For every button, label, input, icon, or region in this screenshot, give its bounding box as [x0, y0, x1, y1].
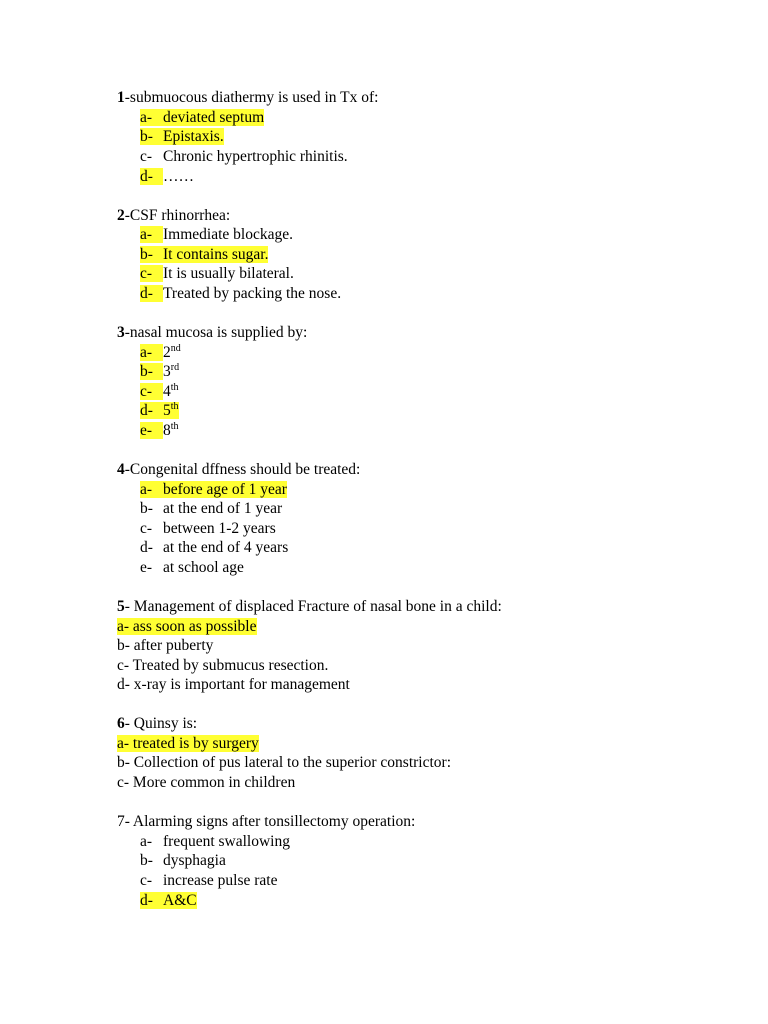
option-text: frequent swallowing [163, 833, 290, 850]
option-text: b- after puberty [117, 637, 214, 654]
question-6-option-a [117, 734, 259, 754]
option-text: between 1-2 years [163, 520, 276, 537]
question-1-option-d [140, 167, 194, 187]
question-5-stem [117, 597, 502, 617]
question-2-option-c [140, 264, 294, 284]
option-text: - Alarming signs after tonsillectomy operation: [124, 813, 416, 830]
ordinal-suffix: th [170, 382, 179, 393]
option-text: at the end of 4 years [163, 539, 289, 556]
highlighted-answer [140, 402, 179, 419]
option-letter: c- [140, 872, 153, 889]
option-letter: a- [140, 481, 153, 498]
highlighted-answer [140, 892, 197, 909]
option-letter: c- [140, 148, 153, 165]
question-2-option-d [140, 284, 341, 304]
option-letter: c- [140, 383, 153, 400]
question-3-stem [117, 323, 307, 343]
option-text: 2 [163, 344, 171, 361]
option-letter: a- [140, 833, 153, 850]
option-letter: c- [140, 520, 153, 537]
option-text: deviated septum [163, 109, 265, 126]
question-7-stem [117, 812, 415, 832]
question-1-option-c [140, 147, 348, 167]
option-letter: d- [140, 168, 153, 185]
option-letter: d- [140, 402, 153, 419]
option-text: -nasal mucosa is supplied by: [124, 324, 308, 341]
question-number: 1 [117, 89, 125, 106]
highlighted-answer [140, 265, 163, 282]
option-letter: b- [140, 246, 153, 263]
option-text: 4 [163, 383, 171, 400]
option-text: Epistaxis. [163, 128, 224, 145]
option-letter: e- [140, 422, 153, 439]
highlighted-answer: a- ass soon as possible [117, 618, 257, 635]
option-letter: a- [140, 344, 153, 361]
question-3-option-a [140, 343, 181, 363]
option-text: Immediate blockage. [163, 226, 293, 243]
option-text: Chronic hypertrophic rhinitis. [163, 148, 348, 165]
question-4-stem [117, 460, 360, 480]
question-2-option-b [140, 245, 268, 265]
highlighted-answer [140, 422, 163, 439]
option-text: 7 [117, 813, 125, 830]
option-letter: b- [140, 128, 153, 145]
question-4-option-b [140, 499, 282, 519]
option-text: - Management of displaced Fracture of nasal bone in a child: [124, 598, 502, 615]
question-3-option-d [140, 401, 179, 421]
option-text: b- Collection of pus lateral to the superior constrictor: [117, 754, 452, 771]
question-number: 2 [117, 207, 125, 224]
highlighted-answer [140, 383, 163, 400]
question-5-option-b [117, 636, 213, 656]
question-1-option-a [140, 108, 264, 128]
option-letter: e- [140, 559, 153, 576]
question-3-option-b [140, 362, 179, 382]
option-letter: b- [140, 852, 153, 869]
option-text: 8 [163, 422, 171, 439]
highlighted-answer [140, 128, 224, 145]
option-text: It contains sugar. [163, 246, 269, 263]
question-3-option-c [140, 382, 179, 402]
question-number: 3 [117, 324, 125, 341]
highlighted-answer [140, 109, 264, 126]
option-text: A&C [163, 892, 197, 909]
question-6-option-b [117, 753, 451, 773]
ordinal-suffix: th [170, 401, 179, 412]
highlighted-answer [140, 481, 287, 498]
option-text: -submuocous diathermy is used in Tx of: [124, 89, 379, 106]
highlighted-answer [140, 168, 163, 185]
question-4-option-c [140, 519, 276, 539]
question-number: 5 [117, 598, 125, 615]
option-letter: d- [140, 285, 153, 302]
option-letter: a- [140, 226, 153, 243]
question-number: 4 [117, 461, 125, 478]
option-text: increase pulse rate [163, 872, 278, 889]
question-7-option-d [140, 891, 197, 911]
ordinal-suffix: rd [170, 362, 180, 373]
option-text: -Congenital dffness should be treated: [124, 461, 361, 478]
option-text: 5 [163, 402, 171, 419]
question-2-stem [117, 206, 230, 226]
question-1-option-b [140, 127, 224, 147]
highlighted-answer [140, 363, 163, 380]
question-6-stem [117, 714, 197, 734]
highlighted-answer [140, 344, 163, 361]
question-5-option-d [117, 675, 350, 695]
question-4-option-d [140, 538, 288, 558]
question-7-option-b [140, 851, 226, 871]
option-text: dysphagia [163, 852, 226, 869]
option-text: …… [163, 168, 194, 185]
option-text: It is usually bilateral. [163, 265, 294, 282]
option-letter: b- [140, 500, 153, 517]
highlighted-answer [140, 246, 268, 263]
option-text: 3 [163, 363, 171, 380]
option-text: at the end of 1 year [163, 500, 283, 517]
highlighted-answer: a- treated is by surgery [117, 735, 259, 752]
option-letter: c- [140, 265, 153, 282]
question-4-option-e [140, 558, 244, 578]
question-7-option-a [140, 832, 290, 852]
option-letter: d- [140, 539, 153, 556]
question-number: 6 [117, 715, 125, 732]
question-1-stem [117, 88, 378, 108]
option-text: at school age [163, 559, 244, 576]
question-7-option-c [140, 871, 277, 891]
option-text: c- Treated by submucus resection. [117, 657, 329, 674]
option-text: c- More common in children [117, 774, 296, 791]
question-6-option-c [117, 773, 295, 793]
highlighted-answer [140, 285, 163, 302]
ordinal-suffix: nd [170, 343, 181, 354]
option-text: d- x-ray is important for management [117, 676, 350, 693]
highlighted-answer [140, 226, 163, 243]
question-5-option-c [117, 656, 328, 676]
question-5-option-a [117, 617, 257, 637]
option-text: -CSF rhinorrhea: [124, 207, 231, 224]
question-2-option-a [140, 225, 293, 245]
option-text: before age of 1 year [163, 481, 287, 498]
question-4-option-a [140, 480, 287, 500]
question-3-option-e [140, 421, 179, 441]
option-text: - Quinsy is: [124, 715, 198, 732]
ordinal-suffix: th [170, 421, 179, 432]
option-letter: b- [140, 363, 153, 380]
option-text: Treated by packing the nose. [163, 285, 342, 302]
option-letter: a- [140, 109, 153, 126]
option-letter: d- [140, 892, 153, 909]
